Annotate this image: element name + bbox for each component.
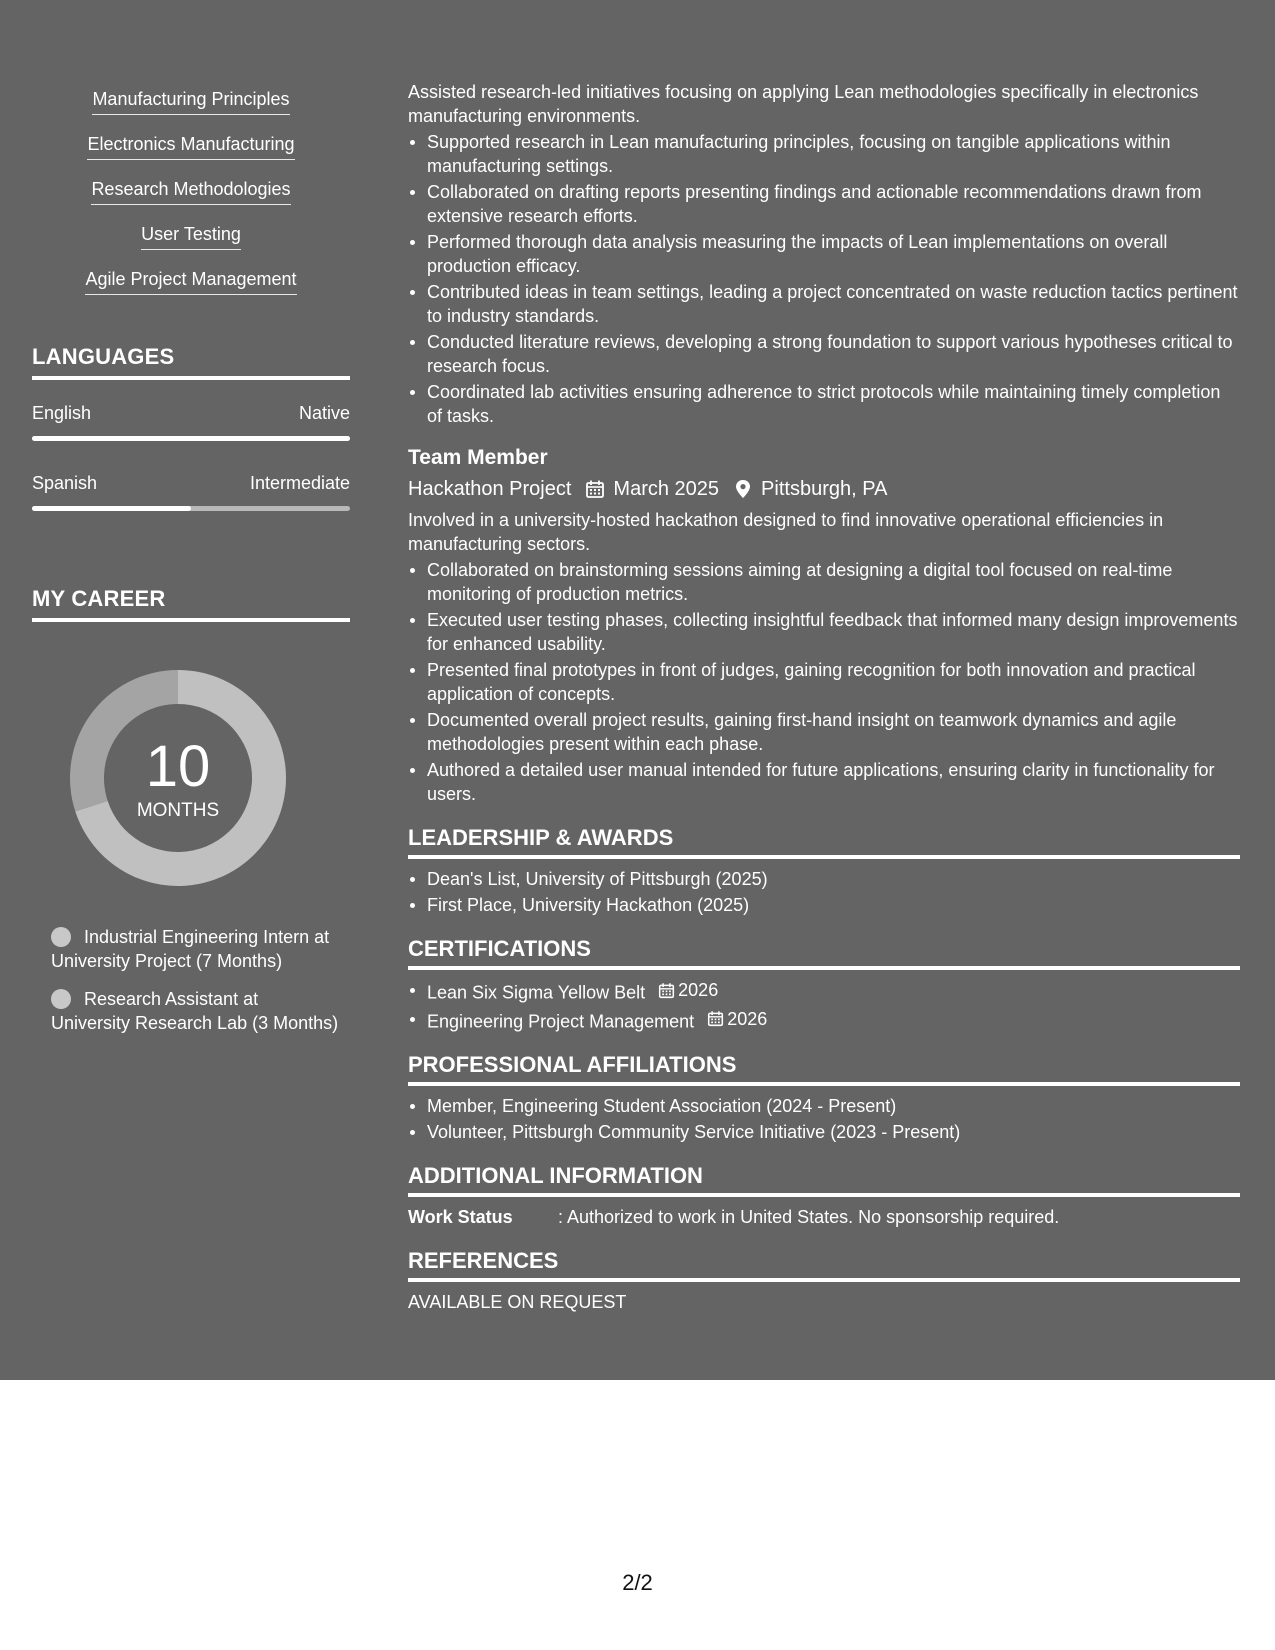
language-bar-fill [32, 506, 191, 511]
bullet-item: Coordinated lab activities ensuring adherence to strict protocols while maintaining timely completion of tasks. [408, 380, 1240, 428]
skill-link[interactable]: Manufacturing Principles [92, 86, 289, 115]
role-date: March 2025 [613, 478, 720, 500]
language-bar-fill [32, 436, 350, 441]
career-donut-chart [66, 666, 290, 890]
work-status-label: Work Status [408, 1207, 513, 1227]
skill-link[interactable]: User Testing [141, 221, 241, 250]
career-heading: MY CAREER [32, 586, 350, 622]
legend-dot [51, 989, 71, 1009]
role-location: Pittsburgh, PA [761, 478, 888, 500]
experience-bullets [408, 558, 1240, 806]
certification-date [658, 978, 718, 1002]
affiliations-list [408, 1094, 1240, 1144]
bullet-item: Conducted literature reviews, developing a strong foundation to support various hypotheses critical to research focus. [408, 330, 1240, 378]
experience-summary: Involved in a university-hosted hackathon designed to find innovative operational efficiencies in manufacturing sectors. [408, 510, 1164, 554]
legend-dot [51, 927, 71, 947]
certifications-list [408, 978, 1240, 1033]
skill-item [32, 86, 350, 131]
certification-year: 2026 [727, 1008, 768, 1029]
calendar-icon [658, 982, 675, 999]
role-title: Team Member [408, 446, 548, 469]
skill-item [32, 221, 350, 266]
language-level: Native [298, 403, 350, 423]
calendar-icon [585, 479, 605, 499]
experience-bullets [408, 130, 1240, 428]
company-name: Hackathon Project [408, 478, 572, 500]
leadership-heading: LEADERSHIP & AWARDS [408, 824, 1240, 859]
certification-item [408, 1007, 1240, 1034]
work-status-value: : Authorized to work in United States. No sponsorship required. [558, 1207, 1060, 1227]
work-status-row [408, 1205, 1240, 1229]
affiliations-heading: PROFESSIONAL AFFILIATIONS [408, 1051, 1240, 1086]
language-name: English [32, 403, 92, 423]
career-item [51, 925, 341, 973]
career-item-label: Industrial Engineering Intern at University Project (7 Months) [51, 927, 330, 971]
certifications-heading: CERTIFICATIONS [408, 935, 1240, 970]
career-list [51, 925, 341, 1049]
references-heading: REFERENCES [408, 1247, 1240, 1282]
career-item [51, 987, 341, 1035]
bullet-item: Performed thorough data analysis measuring the impacts of Lean implementations on overall production efficacy. [408, 230, 1240, 278]
certification-name: Lean Six Sigma Yellow Belt [427, 982, 646, 1003]
experience-summary: Assisted research-led initiatives focusing on applying Lean methodologies specifically in electronics manufacturing environments. [408, 82, 1199, 126]
skill-item [32, 176, 350, 221]
language-bar [32, 436, 350, 441]
languages-heading: LANGUAGES [32, 344, 350, 380]
skill-item [32, 131, 350, 176]
skill-item [32, 266, 350, 311]
additional-info-heading: ADDITIONAL INFORMATION [408, 1162, 1240, 1197]
career-total-number: 10 [145, 734, 211, 799]
award-item: First Place, University Hackathon (2025) [408, 893, 1240, 917]
bullet-item: Collaborated on brainstorming sessions aiming at designing a digital tool focused on real-time monitoring of production metrics. [408, 558, 1240, 606]
page-number: 2/2 [622, 1570, 653, 1595]
bullet-item: Documented overall project results, gaining first-hand insight on teamwork dynamics and agile methodologies present within each phase. [408, 708, 1240, 756]
experience-entry [408, 444, 1240, 806]
calendar-icon [707, 1010, 724, 1027]
certification-name: Engineering Project Management [427, 1011, 695, 1031]
award-item: Dean's List, University of Pittsburgh (2025) [408, 867, 1240, 891]
language-name: Spanish [32, 473, 98, 493]
bullet-item: Presented final prototypes in front of judges, gaining recognition for both innovation and practical application of concepts. [408, 658, 1240, 706]
certification-year: 2026 [678, 980, 719, 1000]
language-level: Intermediate [249, 473, 350, 493]
career-item-label: Research Assistant at University Research Lab (3 Months) [51, 989, 339, 1033]
language-spanish [32, 471, 350, 511]
affiliation-item: Member, Engineering Student Association (2024 - Present) [408, 1094, 1240, 1118]
career-total-unit: MONTHS [136, 800, 220, 821]
language-bar [32, 506, 350, 511]
bullet-item: Supported research in Lean manufacturing principles, focusing on tangible applications within manufacturing settings. [408, 130, 1240, 178]
main-content [408, 80, 1240, 1314]
affiliation-item: Volunteer, Pittsburgh Community Service Initiative (2023 - Present) [408, 1120, 1240, 1144]
role-meta [408, 474, 1240, 504]
skills-list [32, 86, 350, 311]
certification-item [408, 978, 1240, 1005]
certification-date [707, 1007, 767, 1031]
location-pin-icon [733, 479, 753, 499]
experience-entry [408, 80, 1240, 428]
language-english [32, 401, 350, 441]
skill-link[interactable]: Electronics Manufacturing [87, 131, 294, 160]
references-text: AVAILABLE ON REQUEST [408, 1292, 627, 1312]
skill-link[interactable]: Agile Project Management [85, 266, 296, 295]
skill-link[interactable]: Research Methodologies [91, 176, 290, 205]
bullet-item: Contributed ideas in team settings, leading a project concentrated on waste reduction tactics pertinent to industry standards. [408, 280, 1240, 328]
bullet-item: Authored a detailed user manual intended for future applications, ensuring clarity in functionality for users. [408, 758, 1240, 806]
leadership-list [408, 867, 1240, 917]
bullet-item: Collaborated on drafting reports presenting findings and actionable recommendations drawn from extensive research efforts. [408, 180, 1240, 228]
bullet-item: Executed user testing phases, collecting insightful feedback that informed many design improvements for enhanced usability. [408, 608, 1240, 656]
